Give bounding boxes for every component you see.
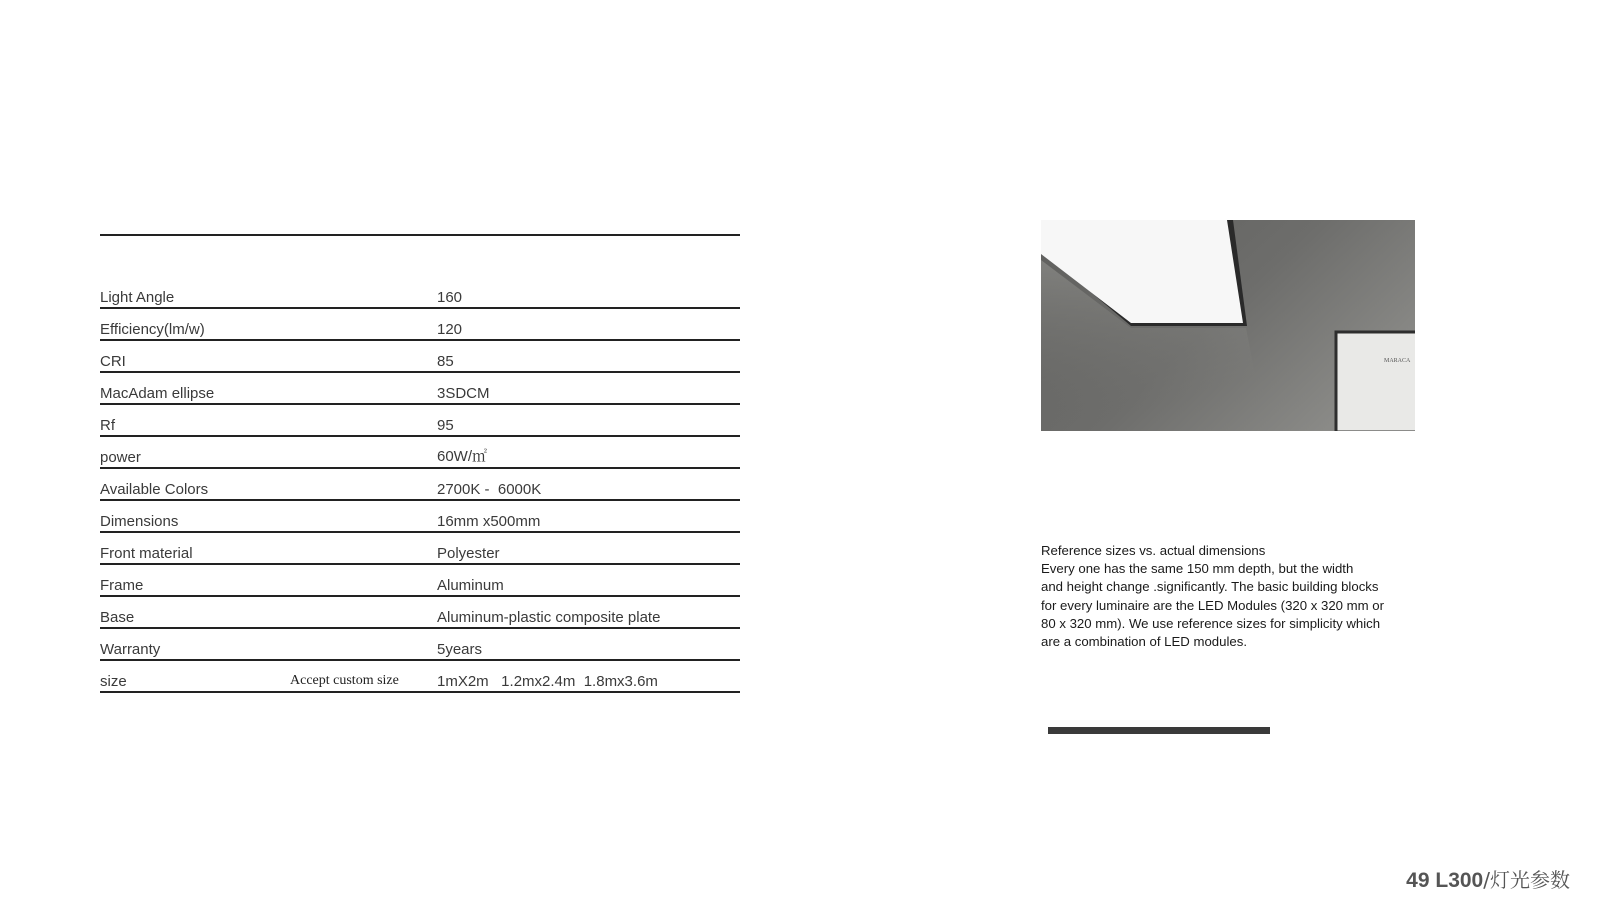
spec-row-rf [100, 406, 740, 437]
spec-row-macadam [100, 374, 740, 405]
spec-row-power [100, 438, 740, 469]
spec-value: 60W/㎡ [437, 448, 488, 465]
reference-line: Every one has the same 150 mm depth, but the width [1041, 561, 1354, 577]
spec-label: Base [100, 609, 135, 626]
spec-label: size [100, 673, 127, 690]
spec-value: Aluminum-plastic composite plate [437, 609, 661, 626]
spec-row-warranty [100, 630, 740, 661]
spec-label: Available Colors [100, 481, 209, 498]
spec-label: Warranty [100, 641, 161, 658]
wall-sign [1336, 332, 1415, 431]
page-footer-label [1406, 864, 1570, 893]
spec-value: 85 [437, 353, 454, 370]
spec-row-size [100, 662, 740, 693]
spec-label: CRI [100, 353, 126, 370]
product-photo [1041, 220, 1415, 431]
spec-label: Rf [100, 417, 115, 434]
spec-row-base [100, 598, 740, 629]
spec-row-cri [100, 342, 740, 373]
spec-label: power [100, 449, 141, 466]
spec-label: Dimensions [100, 513, 179, 530]
spec-note: Accept custom size [290, 673, 399, 688]
spec-row-dimensions [100, 502, 740, 533]
spec-row-colors [100, 470, 740, 501]
spec-row-efficiency [100, 310, 740, 341]
spec-value: Polyester [437, 545, 500, 562]
spec-value: 5years [437, 641, 483, 658]
spec-value: 3SDCM [437, 385, 490, 402]
spec-table [100, 234, 740, 694]
reference-line: are a combination of LED modules. [1041, 634, 1247, 650]
accent-bar [1048, 727, 1270, 734]
spec-label: Efficiency(lm/w) [100, 321, 205, 338]
spec-label: MacAdam ellipse [100, 385, 215, 402]
spec-value: 1mX2m 1.2mx2.4m 1.8mx3.6m [437, 673, 658, 690]
spec-table-header-space [100, 236, 740, 278]
spec-value: 16mm x500mm [437, 513, 541, 530]
reference-line: 80 x 320 mm). We use reference sizes for simplicity which [1041, 615, 1381, 631]
section-title: /灯光参数 [1483, 868, 1570, 892]
spec-label: Front material [100, 545, 193, 562]
spec-value: 120 [437, 321, 463, 338]
spec-value: 160 [437, 289, 463, 306]
reference-text [1041, 542, 1421, 651]
spec-row-front-material [100, 534, 740, 565]
reference-line: and height change .significantly. The basic building blocks [1041, 579, 1379, 595]
spec-value: 95 [437, 417, 454, 434]
spec-label: Light Angle [100, 289, 175, 306]
spec-value: Aluminum [437, 577, 504, 594]
model-name: L300 [1435, 869, 1484, 892]
wall-sign-text: MARACA [1384, 358, 1411, 364]
spec-row-light-angle [100, 278, 740, 309]
page-number: 49 [1406, 869, 1430, 892]
reference-heading: Reference sizes vs. actual dimensions [1041, 543, 1266, 558]
spec-row-frame [100, 566, 740, 597]
spec-label: Frame [100, 577, 144, 594]
reference-line: for every luminaire are the LED Modules (320 x 320 mm or [1041, 597, 1385, 613]
spec-value: 2700K - 6000K [437, 481, 542, 498]
